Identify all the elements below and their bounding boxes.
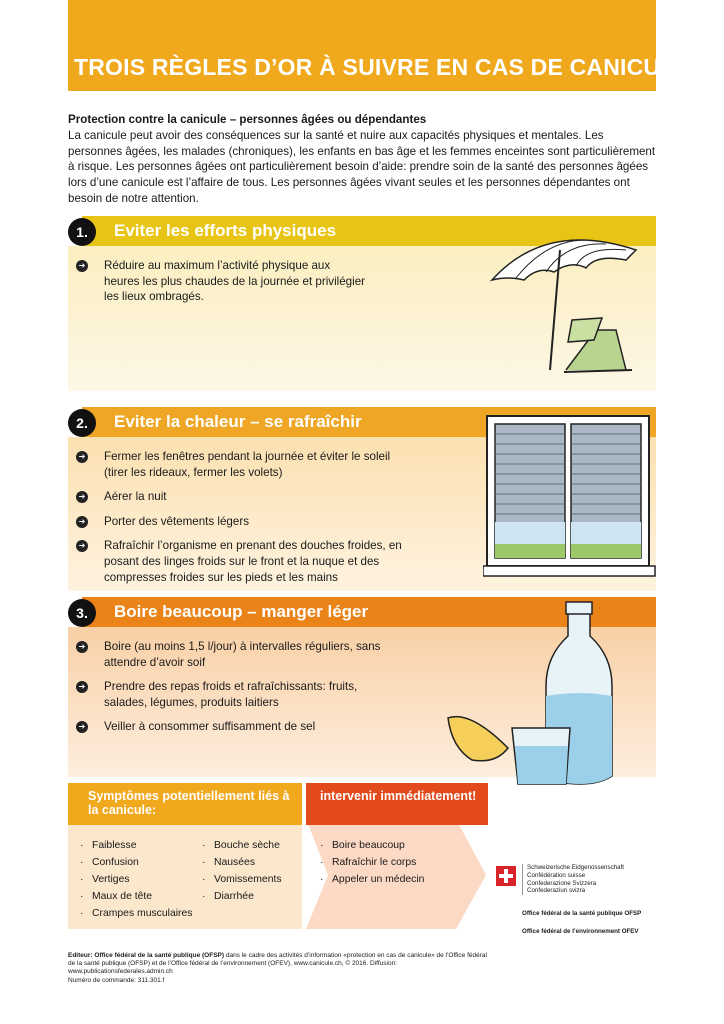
symptoms-box bbox=[68, 783, 302, 929]
list-item: ➔ Boire (au moins 1,5 l/jour) à intervalles réguliers, sans attendre d’avoir soif bbox=[76, 639, 386, 670]
office-ofev: Office fédéral de l’environnement OFEV bbox=[522, 928, 639, 935]
symptoms-col-1 bbox=[80, 837, 192, 922]
section-3-number: 3. bbox=[68, 599, 96, 627]
intro-lead: Protection contre la canicule – personnes âgées ou dépendantes bbox=[68, 113, 427, 126]
list-item: ➔ Fermer les fenêtres pendant la journée et éviter le soleil (tirer les rideaux, fermer les volets) bbox=[76, 449, 406, 480]
list-item: · Vertiges bbox=[80, 871, 192, 888]
list-item: · Crampes musculaires bbox=[80, 905, 192, 922]
parasol-chair-illustration bbox=[476, 220, 656, 390]
arrow-icon: ➔ bbox=[76, 641, 88, 653]
symptoms-body bbox=[68, 825, 302, 929]
page-title: TROIS RÈGLES D’OR À SUIVRE EN CAS DE CANICULE bbox=[74, 54, 691, 80]
list-item: · Rafraîchir le corps bbox=[320, 854, 424, 871]
symptoms-col-2 bbox=[202, 837, 282, 905]
section-1-number: 1. bbox=[68, 218, 96, 246]
title-banner bbox=[68, 0, 691, 91]
list-item: · Maux de tête bbox=[80, 888, 192, 905]
section-1-title: Eviter les efforts physiques bbox=[114, 221, 337, 240]
action-body bbox=[306, 825, 488, 929]
section-2-number: 2. bbox=[68, 409, 96, 437]
list-item: · Nausées bbox=[202, 854, 282, 871]
federal-names: Schweizerische Eidgenossenschaft Confédération suisse Confederazione Svizzera Confederaziun svizra bbox=[522, 864, 624, 895]
footer bbox=[68, 952, 488, 985]
action-box bbox=[306, 783, 488, 929]
section-1-bullets bbox=[76, 258, 366, 314]
list-item: ➔ Prendre des repas froids et rafraîchissants: fruits, salades, légumes, produits laitiers bbox=[76, 679, 386, 710]
action-list bbox=[320, 837, 424, 888]
intro-text: La canicule peut avoir des conséquences sur la santé et nuire aux capacités physiques et mentales. Les personnes âgées, les malades (chroniques), les enfants en bas âge et les femmes enceintes sont particulièrement à risque. Les personnes âgées ont particulièrement besoin d’aide: prendre soin de la santé des personnes âgées lors d’une canicule est l’affaire de tous. Les personnes âgées vivant seules et les personnes dépendantes ont besoin de notre attention. bbox=[68, 128, 656, 205]
list-item: ➔ Réduire au maximum l’activité physique aux heures les plus chaudes de la journée et privilégier les lieux ombragés. bbox=[76, 258, 366, 305]
arrow-icon: ➔ bbox=[76, 451, 88, 463]
list-item: ➔ Veiller à consommer suffisamment de sel bbox=[76, 719, 386, 735]
window-illustration bbox=[483, 412, 659, 588]
footer-text: dans le cadre des activités d’information «protection en cas de canicule» de l’Office fédéral de la santé publique (OFSP) et de l’Office fédéral de l’environnement (OFEV), www.canicule.ch, © 2016. Diffusion: www.publicationsfederales.admin.ch bbox=[68, 952, 487, 976]
footer-editor: Editeur: Office fédéral de la santé publique (OFSP) bbox=[68, 952, 225, 959]
symptoms-title: Symptômes potentiellement liés à la canicule: bbox=[68, 783, 302, 825]
arrow-icon: ➔ bbox=[76, 491, 88, 503]
action-title: intervenir immédiatement! bbox=[306, 783, 488, 825]
section-3-title: Boire beaucoup – manger léger bbox=[114, 602, 369, 621]
bottle-glass-illustration bbox=[440, 600, 656, 790]
intro bbox=[68, 112, 658, 207]
list-item: ➔ Rafraîchir l’organisme en prenant des douches froides, en posant des linges froids sur le front et la nuque et des compresses froides sur les pieds et les mains bbox=[76, 538, 406, 585]
list-item: ➔ Porter des vêtements légers bbox=[76, 514, 406, 530]
section-2-title: Eviter la chaleur – se rafraîchir bbox=[114, 412, 362, 431]
list-item: · Vomissements bbox=[202, 871, 282, 888]
arrow-icon: ➔ bbox=[76, 540, 88, 552]
arrow-icon: ➔ bbox=[76, 681, 88, 693]
footer-order: Numéro de commande: 311.301.f bbox=[68, 976, 165, 984]
list-item: · Confusion bbox=[80, 854, 192, 871]
arrow-icon: ➔ bbox=[76, 721, 88, 733]
arrow-icon: ➔ bbox=[76, 516, 88, 528]
section-2-bullets bbox=[76, 449, 406, 594]
swiss-flag-icon bbox=[496, 866, 516, 886]
list-item: · Boire beaucoup bbox=[320, 837, 424, 854]
list-item: ➔ Aérer la nuit bbox=[76, 489, 406, 505]
list-item: · Bouche sèche bbox=[202, 837, 282, 854]
list-item: · Diarrhée bbox=[202, 888, 282, 905]
office-ofsp: Office fédéral de la santé publique OFSP bbox=[522, 910, 642, 917]
list-item: · Appeler un médecin bbox=[320, 871, 424, 888]
section-3-bullets bbox=[76, 639, 386, 744]
list-item: · Faiblesse bbox=[80, 837, 192, 854]
arrow-icon: ➔ bbox=[76, 260, 88, 272]
